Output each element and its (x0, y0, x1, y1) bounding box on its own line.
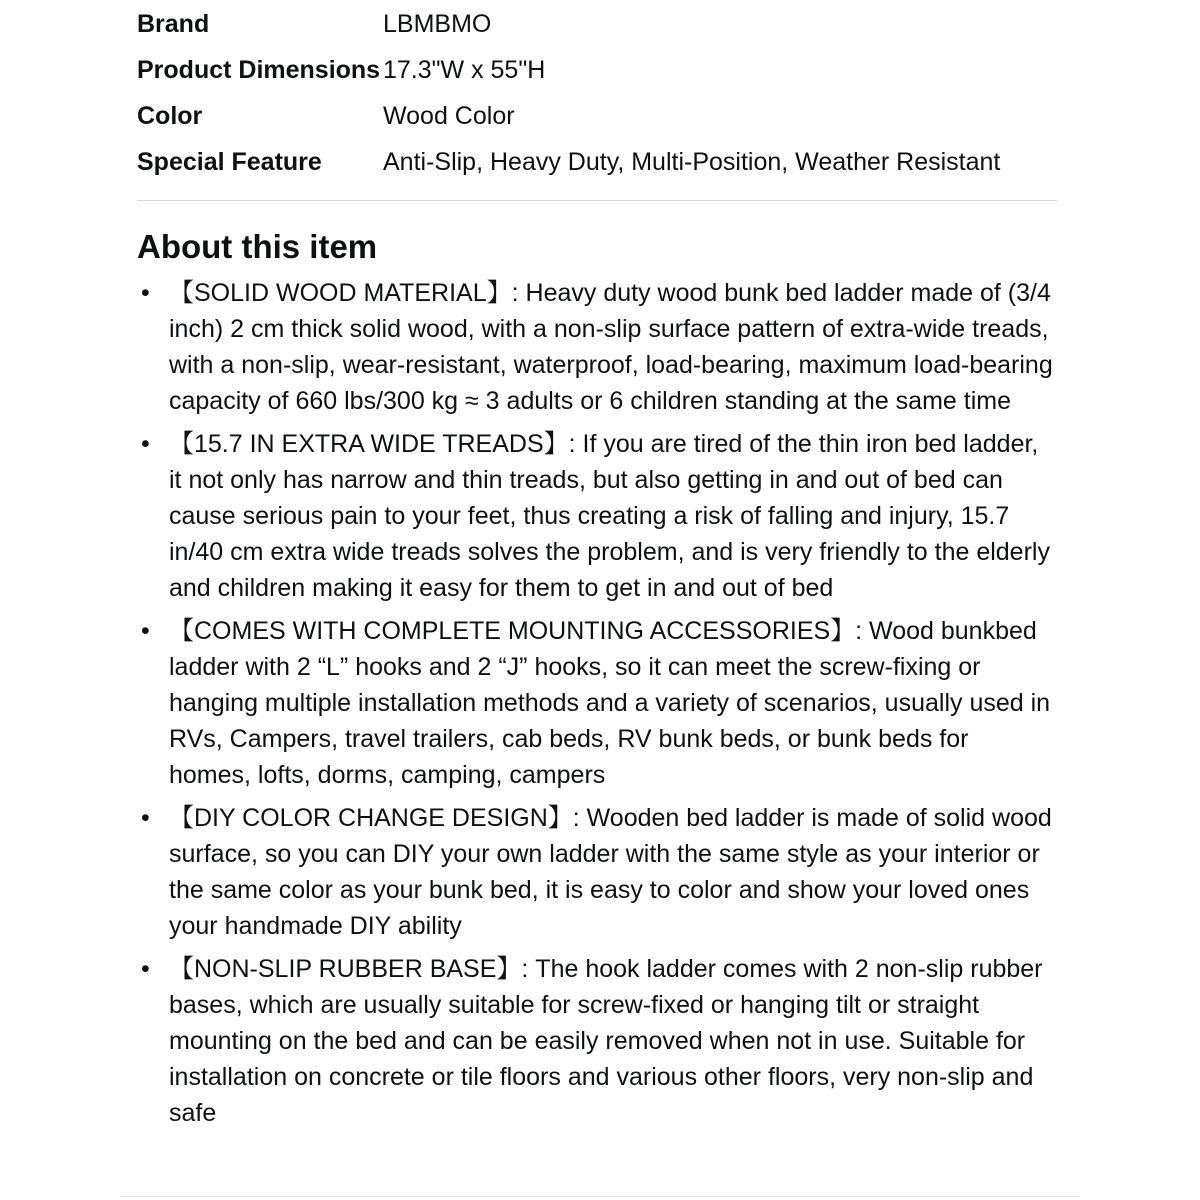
bullet-icon: • (141, 279, 150, 307)
bullet-icon: • (141, 617, 150, 645)
spec-value: LBMBMO (383, 10, 492, 38)
bullet-text: 【COMES WITH COMPLETE MOUNTING ACCESSORIES】: Wood bunkbed ladder with 2 “L” hooks and 2 “J” hooks, so it can meet the screw-fixing or hanging multiple installation methods and a variety of scenarios, usually used in RVs, Campers, travel trailers, cab beds, RV bunk beds, or bunk beds for homes, lofts, dorms, camping, campers (169, 617, 1051, 789)
list-item (137, 951, 1057, 1131)
bullet-text: 【DIY COLOR CHANGE DESIGN】: Wooden bed ladder is made of solid wood surface, so you can DIY your own ladder with the same style as your interior or the same color as your bunk bed, it is easy to color and show your loved ones your handmade DIY ability (169, 804, 1052, 940)
spec-key: Special Feature (137, 148, 322, 176)
list-item (137, 275, 1057, 419)
spec-key: Product Dimensions (137, 56, 381, 84)
spec-key: Color (137, 102, 203, 130)
list-item (137, 800, 1057, 944)
bullet-text: 【15.7 IN EXTRA WIDE TREADS】: If you are tired of the thin iron bed ladder, it not only has narrow and thin treads, but also getting in and out of bed can cause serious pain to your feet, thus creating a risk of falling and injury, 15.7 in/40 cm extra wide treads solves the problem, and is very friendly to the elderly and children making it easy for them to get in and out of bed (169, 430, 1050, 602)
product-specs-table (137, 6, 1057, 190)
list-item (137, 613, 1057, 793)
spec-row-color (137, 98, 1057, 144)
spec-value: Anti-Slip, Heavy Duty, Multi-Position, Weather Resistant (383, 148, 1001, 176)
bullet-icon: • (141, 955, 150, 983)
spec-key: Brand (137, 10, 210, 38)
spec-value: Wood Color (383, 102, 515, 130)
section-divider (137, 200, 1057, 201)
spec-row-special-feature (137, 144, 1057, 190)
bullet-icon: • (141, 430, 150, 458)
bullet-icon: • (141, 804, 150, 832)
list-item (137, 426, 1057, 606)
spec-value: 17.3"W x 55"H (383, 56, 546, 84)
bullet-text: 【NON-SLIP RUBBER BASE】: The hook ladder comes with 2 non-slip rubber bases, which are usually suitable for screw-fixed or hanging tilt or straight mounting on the bed and can be easily removed when not in use. Suitable for installation on concrete or tile floors and various other floors, very non-slip and safe (169, 955, 1043, 1127)
product-details (137, 0, 1057, 1138)
spec-row-brand (137, 6, 1057, 52)
spec-row-dimensions (137, 52, 1057, 98)
about-bullet-list (137, 275, 1057, 1131)
about-section-title: About this item (137, 228, 378, 265)
bottom-divider (120, 1196, 1080, 1197)
bullet-text: 【SOLID WOOD MATERIAL】: Heavy duty wood bunk bed ladder made of (3/4 inch) 2 cm thick solid wood, with a non-slip surface pattern of extra-wide treads, with a non-slip, wear-resistant, waterproof, load-bearing, maximum load-bearing capacity of 660 lbs/300 kg ≈ 3 adults or 6 children standing at the same time (169, 279, 1053, 415)
